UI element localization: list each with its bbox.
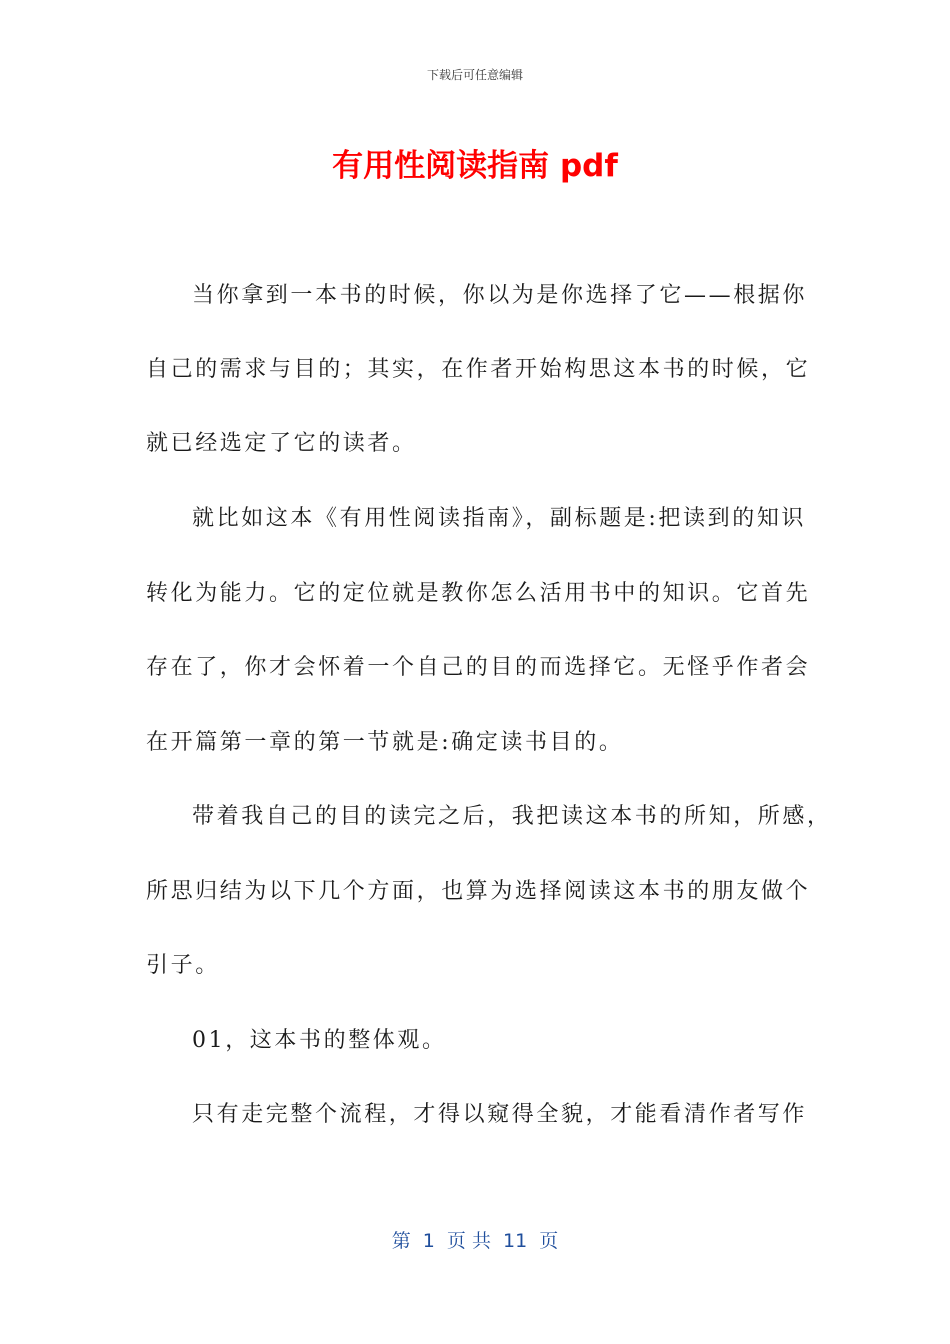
paragraph-line: 只有走完整个流程，才得以窥得全貌，才能看清作者写作	[192, 1102, 808, 1127]
paragraph-line: 存在了，你才会怀着一个自己的目的而选择它。无怪乎作者会	[146, 655, 811, 680]
paragraph-line: 转化为能力。它的定位就是教你怎么活用书中的知识。它首先	[146, 581, 811, 606]
paragraph-line: 在开篇第一章的第一节就是:确定读书目的。	[146, 730, 624, 755]
header-note: 下载后可任意编辑	[426, 68, 523, 82]
document-title: 有用性阅读指南 pdf	[332, 148, 618, 184]
paragraph-line: 引子。	[146, 953, 220, 978]
paragraph-line: 带着我自己的目的读完之后，我把读这本书的所知，所感，	[192, 804, 832, 829]
paragraph-line: 就比如这本《有用性阅读指南》，副标题是:把读到的知识	[192, 506, 807, 531]
paragraph-line: 就已经选定了它的读者。	[146, 431, 417, 456]
section-heading: 01，这本书的整体观。	[192, 1028, 447, 1053]
paragraph-line: 所思归结为以下几个方面，也算为选择阅读这本书的朋友做个	[146, 879, 811, 904]
paragraph-line: 自己的需求与目的；其实，在作者开始构思这本书的时候，它	[146, 357, 811, 382]
paragraph-line: 当你拿到一本书的时候，你以为是你选择了它——根据你	[192, 283, 808, 308]
page-number-footer: 第 1 页 共 11 页	[391, 1230, 559, 1252]
